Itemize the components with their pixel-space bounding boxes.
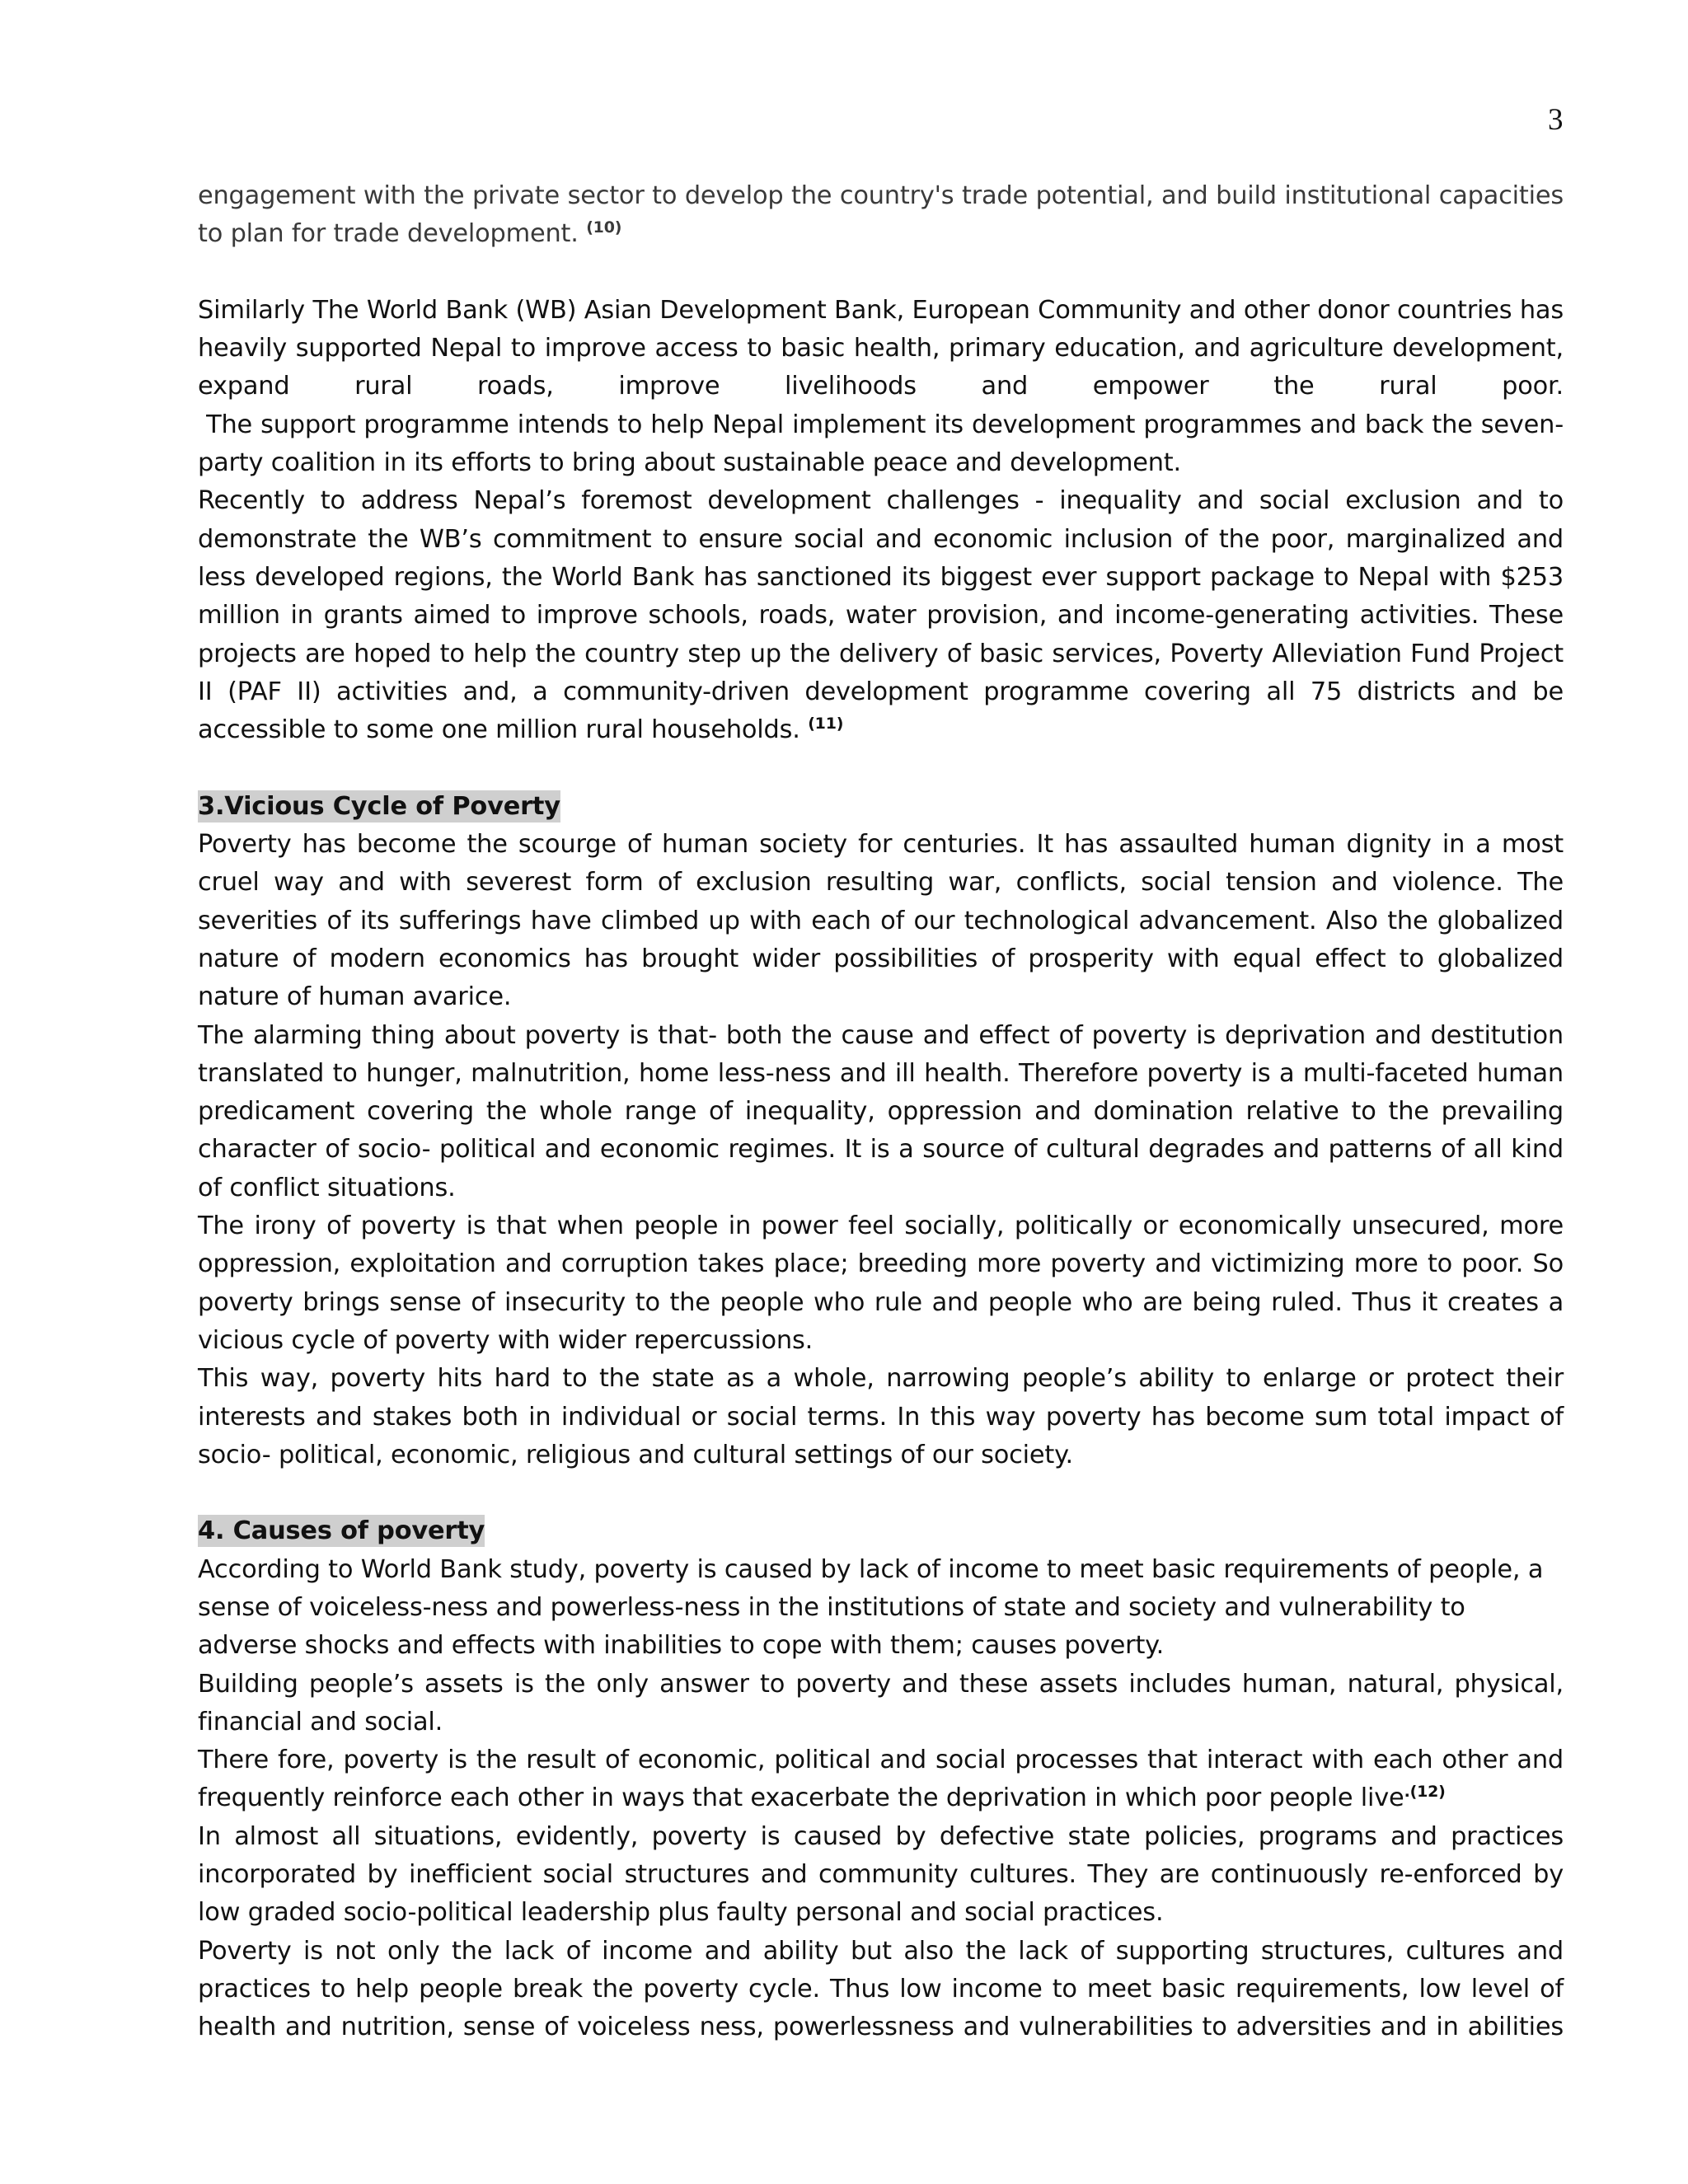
document-body [198,177,1564,2047]
paragraph-assets: Building people’s assets is the only answer to poverty and these assets includes human, natural, physical, financial and social. [198,1669,1564,1736]
paragraph-support-programme [198,406,1564,483]
paragraph-processes [198,1741,1564,1818]
paragraph-state-impact: This way, poverty hits hard to the state as a whole, narrowing people’s ability to enlarge or protect their interests and stakes both in individual or social terms. In this way poverty has become sum total impact of socio- political, economic, religious and cultural settings of our society. [198,1364,1564,1469]
section-heading-vicious-cycle [198,788,1564,826]
paragraph-state-policies: In almost all situations, evidently, poverty is caused by defective state policies, programs and practices incorporated by inefficient social structures and community cultures. They are continuously re-enforced by low graded socio-political leadership plus faulty personal and social practices. [198,1821,1564,1928]
paragraph-gap [198,1474,1564,1512]
paragraph-irony: The irony of poverty is that when people in power feel socially, politically or economically unsecured, more oppression, exploitation and corruption takes place; breeding more poverty and victimizing more to poor. So poverty brings sense of insecurity to the people who rule and people who are being ruled. Thus it creates a vicious cycle of poverty with wider repercussions. [198,1212,1564,1355]
paragraph-supporting-structures: Poverty is not only the lack of income and ability but also the lack of supporting structures, cultures and practices to help people break the poverty cycle. Thus low income to meet basic requirements, low level of health and nutrition, sense of voiceless ness, powerlessness and vulnerabilities to adversities and in abilities [198,1936,1564,2042]
paragraph-wb-package-text: Recently to address Nepal’s foremost development challenges - inequality and social exclusion and to demonstrate the WB’s commitment to ensure social and economic inclusion of the poor, marginalized and less developed regions, the World Bank has sanctioned its biggest ever support package to Nepal with $253 million in grants aimed to improve schools, roads, water provision, and income-generating activities. These projects are hoped to help the country step up the delivery of basic services, Poverty Alleviation Fund Project II (PAF II) activities and, a community-driven development programme covering all 75 districts and be accessible to some one million rural households. [198,486,1564,745]
paragraph-trade [198,177,1564,254]
paragraph-donors: Similarly The World Bank (WB) Asian Development Bank, European Community and other donor countries has heavily supported Nepal to improve access to basic health, primary education, and agriculture development, expand rural roads, improve livelihoods and empower the rural poor. [198,295,1564,401]
footnote-ref-10: (10) [586,218,622,237]
paragraph-support-programme-text: The support programme intends to help Nepal implement its development programmes and back the seven-party coalition in its efforts to bring about sustainable peace and development. [198,410,1564,478]
paragraph-trade-text: engagement with the private sector to develop the country's trade potential, and build institutional capacities to plan for trade development. [198,181,1564,249]
paragraph-wb-study: According to World Bank study, poverty is caused by lack of income to meet basic requirements of people, a sense of voiceless-ness and powerless-ness in the institutions of state and society and vulnerability to adverse shocks and effects with inabilities to cope with them; causes poverty. [198,1554,1544,1661]
section-heading-causes [198,1512,1564,1550]
section-heading-vicious-cycle-text: 3.Vicious Cycle of Poverty [198,791,560,821]
paragraph-wb-package [198,482,1564,749]
paragraph-gap [198,254,1564,292]
footnote-ref-11: (11) [808,715,844,733]
footnote-ref-12: .(12) [1404,1783,1446,1802]
paragraph-gap [198,749,1564,787]
paragraph-alarming: The alarming thing about poverty is that- both the cause and effect of poverty is deprivation and destitution translated to hunger, malnutrition, home less-ness and ill health. Therefore poverty is a multi-faceted human predicament covering the whole range of inequality, oppression and domination relative to the prevailing character of socio- political and economic regimes. It is a source of cultural degrades and patterns of all kind of conflict situations. [198,1020,1564,1202]
paragraph-processes-text: There fore, poverty is the result of economic, political and social processes that interact with each other and frequently reinforce each other in ways that exacerbate the deprivation in which poor people live [198,1746,1564,1813]
paragraph-scourge: Poverty has become the scourge of human society for centuries. It has assaulted human dignity in a most cruel way and with severest form of exclusion resulting war, conflicts, social tension and violence. The severities of its sufferings have climbed up with each of our technological advancement. Also the globalized nature of modern economics has brought wider possibilities of prosperity with equal effect to globalized nature of human avarice. [198,830,1564,1012]
page-number: 3 [1548,103,1564,137]
section-heading-causes-text: 4. Causes of poverty [198,1516,485,1546]
